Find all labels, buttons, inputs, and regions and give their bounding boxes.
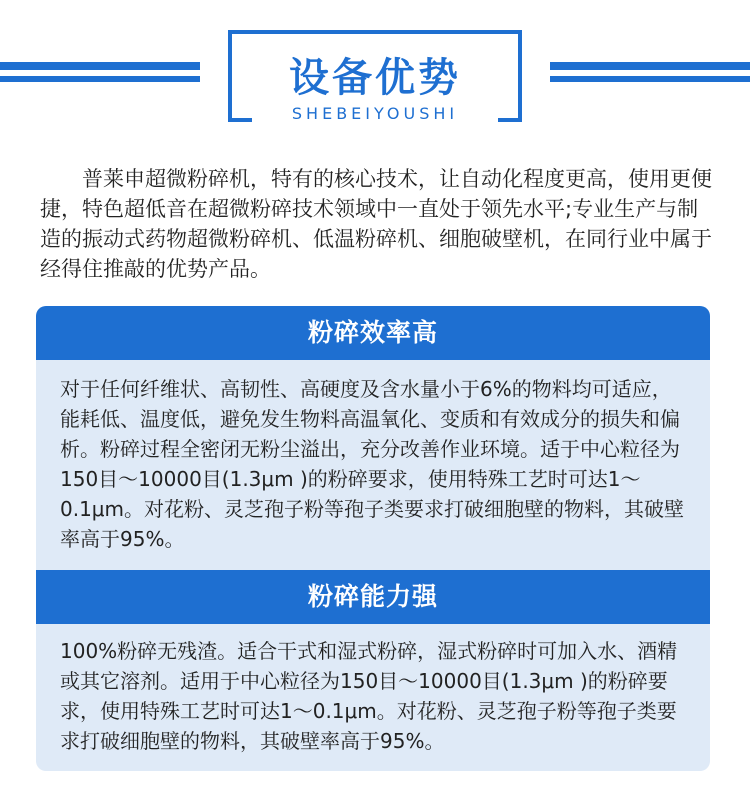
page-subtitle: SHEBEIYOUSHI: [291, 104, 459, 123]
header-stripes-left: [0, 62, 200, 86]
title-frame: [228, 30, 522, 122]
section-text-efficiency: 对于任何纤维状、高韧性、高硬度及含水量小于6%的物料均可适应，能耗低、温度低，避免发生物料高温氧化、变质和有效成分的损失和偏析。粉碎过程全密闭无粉尘溢出，充分改善作业环境。适于中心粒径为150目～10000目(1.3μm )的粉碎要求，使用特殊工艺时可达1～0.1μm。对花粉、灵芝孢子粉等孢子类要求打破细胞壁的物料，其破壁率高于95%。: [60, 377, 685, 551]
section-text-capacity: 100%粉碎无残渣。适合干式和湿式粉碎，湿式粉碎时可加入水、酒精或其它溶剂。适用于中心粒径为150目～10000目(1.3μm )的粉碎要求，使用特殊工艺时可达1～0.1μm。对花粉、灵芝孢子粉等孢子类要求打破细胞壁的物料，其破壁率高于95%。: [60, 639, 678, 753]
advantages-card: [36, 306, 710, 771]
intro-paragraph: 普莱申超微粉碎机，特有的核心技术，让自动化程度更高，使用更便捷，特色超低音在超微粉碎技术领域中一直处于领先水平;专业生产与制造的振动式药物超微粉碎机、低温粉碎机、细胞破壁机，在同行业中属于经得住推敲的优势产品。: [40, 167, 712, 281]
header-stripes-right: [550, 62, 750, 86]
section-heading-efficiency: 粉碎效率高: [36, 306, 710, 360]
page-title: 设备优势: [289, 55, 461, 101]
section-heading-capacity: 粉碎能力强: [36, 570, 710, 624]
